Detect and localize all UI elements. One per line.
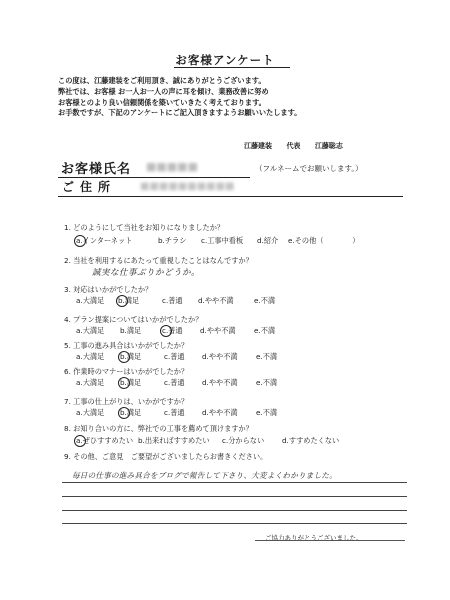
customer-address-label: ご住所 (62, 180, 117, 194)
question-1-option-c: c.工事中看板 (201, 236, 244, 245)
question-5: 5. 工事の進み具合はいかがでしたか？ (64, 341, 189, 350)
signature-role: 代表 (286, 142, 301, 150)
question-5-option-e: e.不満 (256, 352, 278, 361)
title-underline (174, 67, 290, 68)
question-6-option-b: b.満足 (120, 378, 142, 387)
customer-name-label: お客様氏名 (61, 162, 132, 177)
question-3-option-d: d.やや不満 (198, 296, 234, 305)
intro-line: お手数ですが、下記のアンケートにご記入頂きますようお願いいたします。 (58, 108, 302, 118)
question-8-option-c: c.分からない (222, 436, 265, 445)
customer-address-redacted: ■■■■■■■■■■ (140, 181, 235, 192)
question-1-option-d: d.紹介 (257, 236, 279, 245)
question-2: 2. 当社を利用するにあたって重視したことはなんですか？ (64, 256, 253, 265)
question-1-option-e: e.その他（ ） (288, 236, 360, 245)
intro-line: この度は、江藤建装をご利用頂き、誠にありがとうございます。 (58, 76, 266, 85)
question-7: 7. 工事の仕上がりは、いかがですか？ (64, 397, 189, 406)
question-6-option-d: d.やや不満 (202, 378, 238, 387)
question-3-option-e: e.不満 (254, 296, 276, 305)
answer-line (62, 510, 407, 511)
question-7-option-c: c.普通 (164, 408, 185, 417)
question-3-option-c: c.普通 (162, 296, 183, 305)
answer-line (62, 496, 407, 497)
survey-title: お客様アンケート (175, 53, 275, 67)
question-7-option-d: d.やや不満 (202, 408, 238, 417)
question-4-option-c: c.普通 (162, 326, 183, 335)
question-8-option-a: a.ぜひすすめたい (76, 436, 134, 445)
question-1-option-b: b.チラシ (158, 236, 187, 245)
answer-line (62, 482, 407, 483)
question-4: 4. プラン提案についてはいかがでしたか？ (64, 315, 203, 324)
question-6: 6. 作業時のマナーはいかがでしたか？ (64, 367, 189, 376)
thanks-note: ご協力ありがとうございました。 (265, 534, 363, 542)
question-4-option-e: e.不満 (254, 326, 276, 335)
question-7-option-e: e.不満 (256, 408, 278, 417)
question-7-option-a: a.大満足 (76, 408, 105, 417)
thanks-underline (255, 540, 405, 541)
answer-line (62, 523, 407, 524)
question-8-option-b: b.出来ればすすめたい (138, 436, 210, 445)
question-3-option-a: a.大満足 (76, 296, 105, 305)
question-1-option-a: a.インターネット (76, 236, 133, 245)
intro-line: 弊社では、お客様 お一人お一人の声に耳を傾け、業務改善に努め (58, 86, 269, 96)
signature-company: 江藤建装 (244, 142, 272, 150)
question-9: 9. その他、ご意見 ご要望がございましたらお書きください。 (64, 452, 268, 461)
question-8-option-d: d.すすめたくない (282, 436, 340, 445)
question-6-option-e: e.不満 (256, 378, 278, 387)
question-6-option-c: c.普通 (164, 378, 185, 387)
signature (244, 141, 355, 151)
question-3: 3. 対応はいかがでしたか？ (64, 285, 153, 294)
signature-name: 江藤聡志 (314, 142, 343, 150)
question-5-option-a: a.大満足 (76, 352, 105, 361)
question-7-option-b: b.満足 (120, 408, 142, 417)
intro-text (58, 76, 301, 119)
intro-line: お客様とのより良い信頼関係を築いていきたく考えております。 (58, 97, 266, 107)
question-4-option-d: d.やや不満 (200, 326, 236, 335)
question-5-option-d: d.やや不満 (202, 352, 238, 361)
question-6-option-a: a.大満足 (76, 378, 105, 387)
question-4-option-a: a.大満足 (76, 326, 105, 335)
question-9-answer: 毎日の仕事の進み具合をブログで報告して下さり、大変よくわかりました。 (72, 471, 337, 480)
question-8: 8. お知り合いの方に、弊社での工事を薦めて頂けますか？ (64, 424, 253, 433)
question-3-option-b: b.満足 (118, 296, 140, 305)
question-4-option-b: b.満足 (120, 326, 142, 335)
customer-address-line (58, 196, 403, 197)
question-5-option-b: b.満足 (120, 352, 142, 361)
question-2-answer: 誠実な仕事ぶりかどうか。 (92, 268, 201, 278)
question-1: 1. どのようにして当社をお知りになりましたか？ (64, 223, 225, 232)
question-5-option-c: c.普通 (164, 352, 185, 361)
customer-name-note: （フルネームでお願いします。） (255, 164, 363, 173)
customer-name-redacted: ■■■■■ (146, 160, 198, 173)
